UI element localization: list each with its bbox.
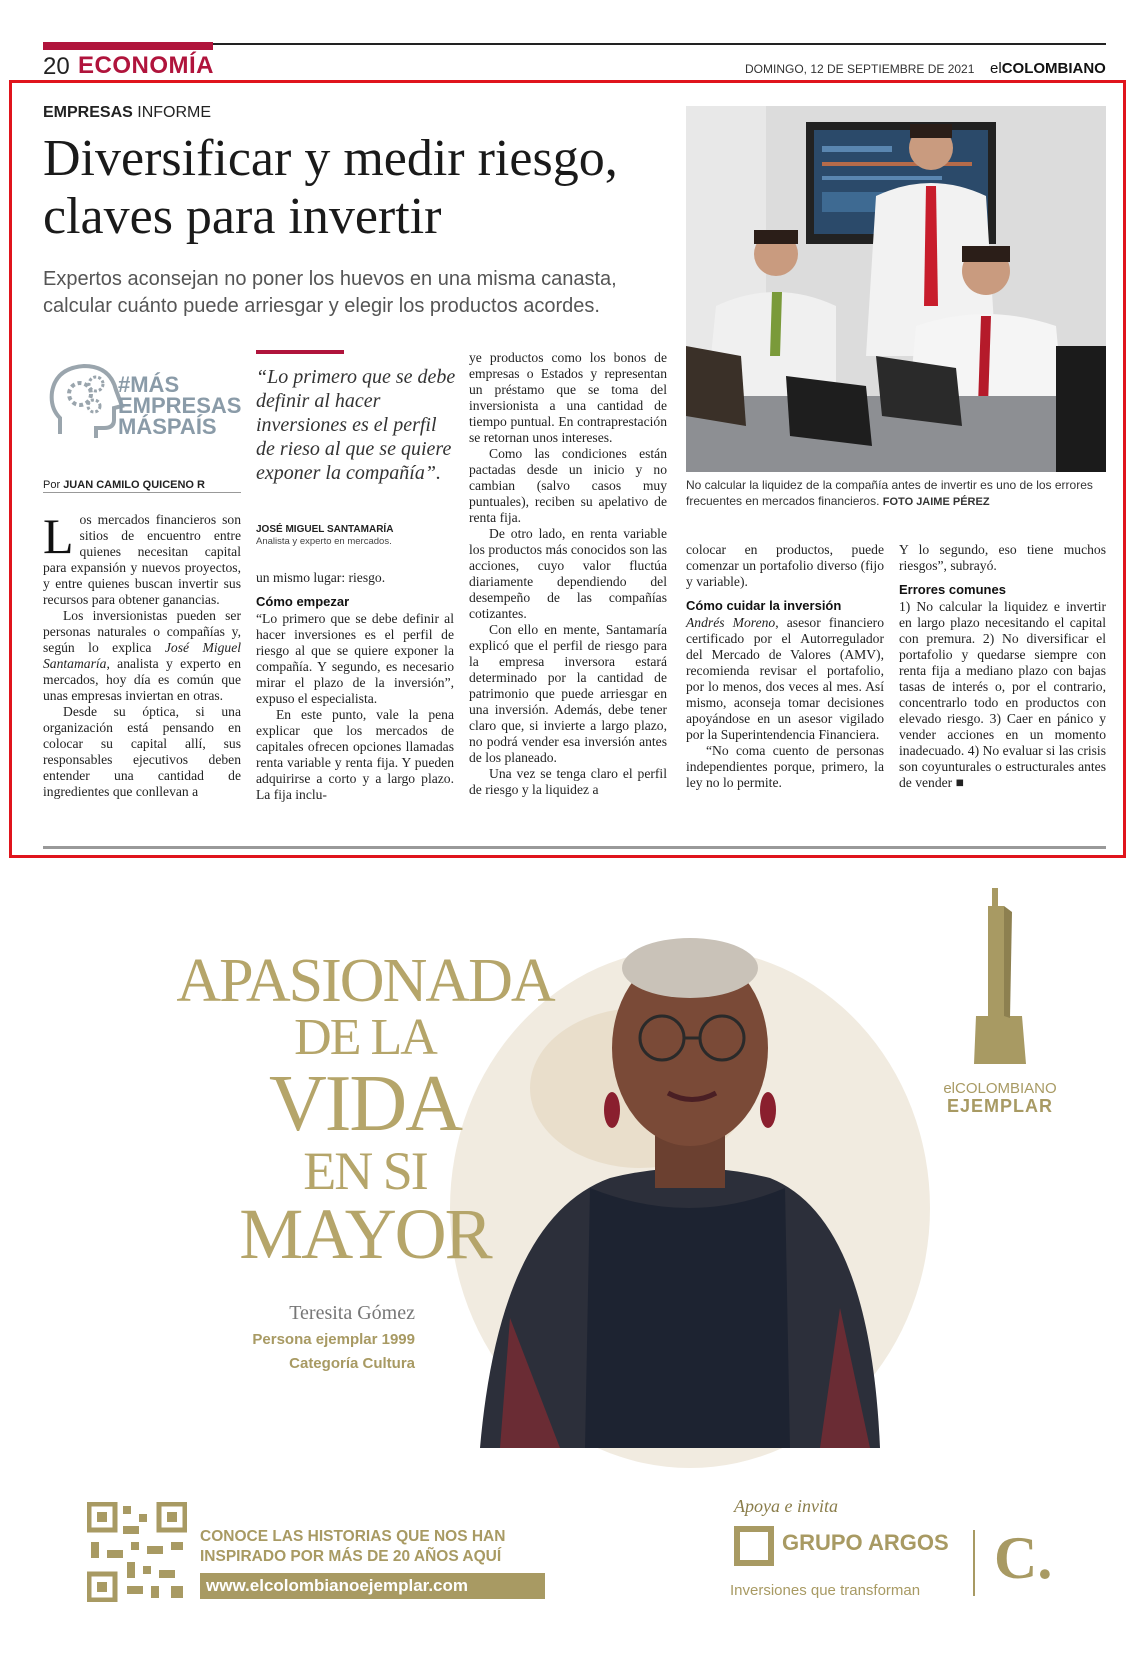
col4-source-name: Andrés Moreno — [686, 615, 776, 630]
kicker-rest: INFORME — [132, 104, 212, 121]
ad-brand — [920, 1080, 1080, 1097]
col1-paragraph-1: os mercados financieros son sitios de encuentro entre quienes necesitan capital para expansión y nuevos proyectos, y entre quienes buscan invertir sus recursos para obtener ganancias. — [43, 512, 241, 607]
campaign-line-1: #MÁS — [118, 372, 180, 397]
ad-cta-line-2: INSPIRADO POR MÁS DE 20 AÑOS AQUÍ — [200, 1548, 502, 1565]
ad-title-line-1: APASIONADA — [176, 947, 554, 1015]
quote-author: JOSÉ MIGUEL SANTAMARÍA — [256, 524, 394, 535]
ad-title-line-5: MAYOR — [239, 1194, 491, 1274]
masthead-name: COLOMBIANO — [1001, 60, 1106, 77]
subhead-como-empezar: Cómo empezar — [256, 594, 350, 609]
ad-brand-sub: EJEMPLAR — [946, 1096, 1053, 1116]
col5-paragraph-2: 1) No calcular la liquidez e invertir en largo plazo necesitando el capital con premura. 2) No diversificar el portafolio y quedarse siempre con renta fija a mediano plazo con bajas tasas de interés o, por el contrario, concentrarlo todo en productos con elevado riesgo. 3) Caer en pánico y vender acciones en un momento inadecuado. 4) No evaluar si las crisis son coyunturales o estructurales antes de vender ■ — [899, 599, 1106, 790]
col2-paragraph-2: “Lo primero que se debe definir al hacer inversiones es el perfil de riesgo al que se quiere exponer la compañía. Y segundo, es necesario mirar el plazo de la inversión”, expuso el especialista. — [256, 611, 454, 706]
ad-brand-prefix: el — [943, 1080, 955, 1097]
col1-paragraph-3: Desde su óptica, si una organización está pensando en colocar su capital allí, sus responsables ejecutivos deben entender una cantidad de ingredientes que conllevan a — [43, 704, 241, 799]
campaign-line-2: EMPRESAS — [118, 393, 242, 418]
page-number: 20 — [43, 53, 70, 80]
ad-url-link[interactable]: www.elcolombianoejemplar.com — [200, 1573, 545, 1599]
article-headline: Diversificar y medir riesgo, claves para invertir — [43, 130, 618, 245]
ad-title-line-2: DE LA — [294, 1009, 436, 1066]
sponsor-tagline: Inversiones que transforman — [730, 1582, 921, 1599]
ad-brand-name: COLOMBIANO — [955, 1080, 1057, 1097]
byline-name: JUAN CAMILO QUICENO R — [63, 479, 205, 491]
sponsor-intro: Apoya e invita — [734, 1496, 838, 1516]
sponsor-name: GRUPO ARGOS — [782, 1530, 949, 1555]
ad-cta — [200, 1527, 505, 1567]
trophy-icon — [970, 888, 1030, 1068]
edition-date: DOMINGO, 12 DE SEPTIEMBRE DE 2021 — [745, 62, 975, 76]
section-accent-bar — [43, 42, 213, 50]
qr-code-icon[interactable] — [87, 1502, 187, 1602]
col4-paragraph-1: colocar en productos, puede comenzar un portafolio diverso (fijo y variable). — [686, 542, 884, 589]
subhead-como-cuidar: Cómo cuidar la inversión — [686, 598, 842, 613]
col1-source-name: José Miguel Santamaría — [43, 640, 241, 671]
c-logo: C. — [994, 1525, 1053, 1591]
masthead-prefix: el — [990, 60, 1002, 77]
photo-credit: FOTO JAIME PÉREZ — [882, 496, 990, 508]
section-title: ECONOMÍA — [78, 52, 214, 79]
selection-highlight-box — [9, 80, 1126, 858]
campaign-line-3: MÁSPAÍS — [118, 414, 217, 439]
article-dek: Expertos aconsejan no poner los huevos en una misma canasta, calcular cuánto puede arriesgar y elegir los productos acordes. — [43, 268, 617, 317]
ad-award-line-1: Persona ejemplar 1999 — [252, 1331, 415, 1348]
col3-paragraph-4: Con ello en mente, Santamaría explicó que el perfil de riesgo para la empresa inversora estará determinado por la cantidad de patrimonio que puede arriesgar en una inversión. Además, debe tener claro que, si invierte a largo plazo, no podrá vender esa inversión antes de los planeado. — [469, 622, 667, 765]
col4-paragraph-2: , asesor financiero certificado por el Autorregulador del Mercado de Valores (AMV), recomienda revisar el portafolio, por lo menos, dos veces al mes. Así mismo, aconseja tomar decisiones apoyándose en un asesor vigilado por la Superintendencia Financiera. — [686, 615, 885, 742]
col3-paragraph-3: De otro lado, en renta variable los productos más conocidos son las acciones, cuyo valor fluctúa diariamente dependiendo del desempeño de las compañías cotizantes. — [469, 526, 667, 621]
ad-person-name: Teresita Gómez — [289, 1302, 415, 1324]
col4-paragraph-3: “No coma cuento de personas independientes porque, primero, la ley no lo permite. — [686, 743, 884, 790]
col5-paragraph-1: Y lo segundo, eso tiene muchos riesgos”, subrayó. — [899, 542, 1106, 573]
col3-paragraph-1: ye productos como los bonos de empresas o Estados y representan un préstamo que se toma del inversionista a una cantidad de tiempo puntual. En contraprestación se retornan unos intereses. — [469, 350, 667, 445]
ad-title-line-4: EN SI — [303, 1141, 427, 1201]
quote-author-role: Analista y experto en mercados. — [256, 536, 392, 547]
pull-quote: “Lo primero que se debe definir al hacer inversiones es el perfil de rieso al que se quiere exponer la compañía”. — [256, 366, 456, 484]
col1-paragraph-2b: , analista y experto en mercados, hoy día es común que unas empresas inviertan en otras. — [43, 656, 241, 703]
col3-paragraph-5: Una vez se tenga claro el perfil de riesgo y la liquidez a — [469, 766, 667, 797]
byline-prefix: Por — [43, 479, 64, 491]
sponsor-divider — [973, 1530, 975, 1596]
col3-paragraph-2: Como las condiciones están pactadas desde un inicio y no cambian (salvo casos muy puntuales), reciben su apelativo de renta fija. — [469, 446, 667, 525]
dropcap: L — [43, 508, 74, 564]
kicker-bold: EMPRESAS — [43, 104, 133, 121]
col2-paragraph-1: un mismo lugar: riesgo. — [256, 570, 386, 585]
grupo-argos-logo-icon — [734, 1526, 774, 1566]
ad-cta-line-1: CONOCE LAS HISTORIAS QUE NOS HAN — [200, 1528, 506, 1545]
col1-paragraph-2a: Los inversionistas pueden ser personas naturales o compañías y, según lo explica — [43, 608, 241, 655]
subhead-errores-comunes: Errores comunes — [899, 582, 1006, 597]
masthead — [990, 60, 1106, 77]
col2-paragraph-3: En este punto, vale la pena explicar que los mercados de capitales ofrecen opciones llamadas renta variable y renta fija. Y pueden adquirirse a corto y a largo plazo. La fija inclu- — [256, 707, 454, 802]
caption-text: No calcular la liquidez de la compañía antes de invertir es uno de los errores frecuentes en mercados financieros. — [686, 478, 1093, 508]
ad-title — [160, 947, 570, 1274]
ad-title-line-3: VIDA — [269, 1060, 461, 1148]
ad-award — [180, 1328, 415, 1376]
ad-award-line-2: Categoría Cultura — [289, 1355, 415, 1372]
